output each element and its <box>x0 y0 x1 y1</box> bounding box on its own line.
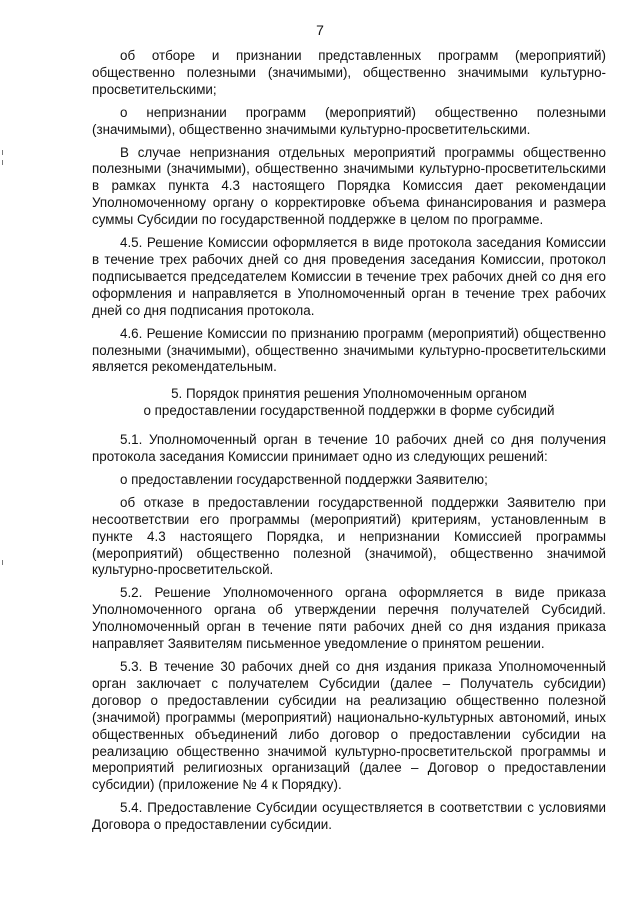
paragraph: 4.5. Решение Комиссии оформляется в виде протокола заседания Комиссии в течение трех рабочих дней со дня проведения заседания Комиссии, протокол подписывается председателем Комиссии в течение трех рабочих дней со дня его оформления и направляется в Уполномоченный орган в течение трех рабочих дней со дня подписания протокола. <box>92 235 606 318</box>
paragraph: В случае непризнания отдельных мероприятий программы общественно полезными (значимыми), общественно значимыми культурно-просветительскими в рамках пункта 4.3 настоящего Порядка Комиссия дает рекомендации Уполномоченному органу о корректировке объема финансирования и размера суммы Субсидии по государственной поддержке в целом по программе. <box>92 144 606 228</box>
paragraph: 5.2. Решение Уполномоченного органа оформляется в виде приказа Уполномоченного органа об утверждении перечня получателей Субсидий. Уполномоченный орган в течение пяти рабочих дней со дня издания приказа направляет Заявителям письменное уведомление о принятом решении. <box>92 585 606 652</box>
section-title <box>92 386 606 420</box>
page-number: 7 <box>316 22 324 38</box>
scan-edge-mark <box>2 150 3 155</box>
paragraph: 5.1. Уполномоченный орган в течение 10 рабочих дней со дня получения протокола заседания Комиссии принимает одно из следующих решений: <box>92 432 606 465</box>
paragraph: 5.3. В течение 30 рабочих дней со дня издания приказа Уполномоченный орган заключает с получателем Субсидии (далее – Получатель субсидии) договор о предоставлении субсидии на реализацию общественно полезной (значимой) программы (мероприятий) национально-культурных автономий, иных общественных объединений либо договор о предоставлении субсидии на реализацию общественно значимой культурно-просветительской программы и мероприятий религиозных организаций (далее – Договор о предоставлении субсидии) (приложение № 4 к Порядку). <box>92 659 606 793</box>
paragraph: об отборе и признании представленных программ (мероприятий) общественно полезными (значимыми), общественно значимыми культурно-просветительскими; <box>92 48 606 97</box>
paragraph: 5.4. Предоставление Субсидии осуществляется в соответствии с условиями Договора о предоставлении субсидии. <box>92 800 606 833</box>
paragraph: об отказе в предоставлении государственной поддержки Заявителю при несоответствии его программы (мероприятий) критериям, установленным в пункте 4.3 настоящего Порядка, и непризнании Комиссией программы (мероприятий) общественно полезной (значимой), общественно значимой культурно-просветительской. <box>92 494 606 578</box>
paragraph: 4.6. Решение Комиссии по признанию программ (мероприятий) общественно полезными (значимыми), общественно значимыми культурно-просветительскими является рекомендательным. <box>92 325 606 375</box>
scan-edge-mark <box>2 160 3 165</box>
paragraph: о непризнании программ (мероприятий) общественно полезными (значимыми), общественно значимыми культурно-просветительскими. <box>92 104 606 137</box>
document-body <box>92 48 606 840</box>
section-title-line: о предоставлении государственной поддержки в форме субсидий <box>143 403 555 419</box>
section-title-line: 5. Порядок принятия решения Уполномоченным органом <box>171 386 527 402</box>
paragraph: о предоставлении государственной поддержки Заявителю; <box>120 471 488 487</box>
scan-edge-mark <box>2 560 3 565</box>
